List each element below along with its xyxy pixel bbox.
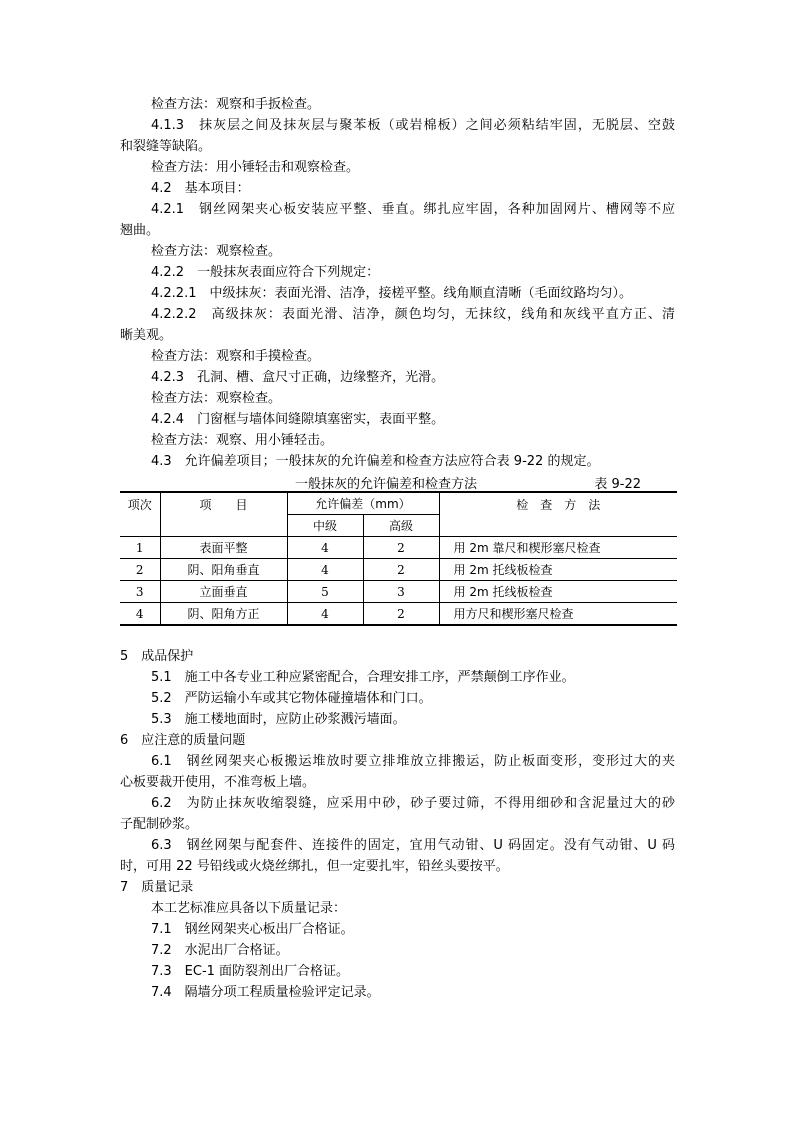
cell-high: 2 xyxy=(363,603,439,626)
cell-method: 用 2m 靠尺和楔形塞尺检查 xyxy=(439,537,677,559)
paragraph-check-method: 检查方法：观察和手扳检查。 xyxy=(151,97,321,112)
cell-index: 2 xyxy=(120,559,160,581)
cell-method: 用方尺和楔形塞尺检查 xyxy=(439,603,677,626)
cell-high: 2 xyxy=(363,537,439,559)
header-medium: 中级 xyxy=(287,515,363,537)
paragraph-4-2-4: 4.2.4 门窗框与墙体间缝隙填塞密实，表面平整。 xyxy=(151,412,445,427)
header-high: 高级 xyxy=(363,515,439,537)
table-caption xyxy=(120,471,677,491)
paragraph-4-2-2-2-cont: 晰美观。 xyxy=(120,328,173,343)
paragraph-7-1: 7.1 钢丝网架夹心板出厂合格证。 xyxy=(151,922,354,937)
table-row xyxy=(120,581,677,603)
cell-index: 4 xyxy=(120,603,160,626)
header-tolerance: 允许偏差（mm） xyxy=(287,492,439,515)
paragraph-6-1: 6.1 钢丝网架夹心板搬运堆放时要立排堆放立排搬运，防止板面变形，变形过大的夹 xyxy=(151,754,675,769)
paragraph-6-3: 6.3 钢丝网架与配套件、连接件的固定，宜用气动钳、U 码固定。没有气动钳、U 码 xyxy=(151,838,675,853)
cell-medium: 4 xyxy=(287,559,363,581)
paragraph-4-2-2: 4.2.2 一般抹灰表面应符合下列规定： xyxy=(151,265,380,280)
paragraph-4-2-1-cont: 翘曲。 xyxy=(120,223,160,238)
paragraph-4-2-3: 4.2.3 孔洞、槽、盒尺寸正确，边缘整齐，光滑。 xyxy=(151,370,445,385)
tolerance-table xyxy=(120,491,677,626)
table-row xyxy=(120,559,677,581)
paragraph-7-intro: 本工艺标准应具备以下质量记录： xyxy=(151,901,347,916)
paragraph-4-1-3: 4.1.3 抹灰层之间及抹灰层与聚苯板（或岩棉板）之间必须粘结牢固，无脱层、空鼓 xyxy=(151,118,675,133)
cell-method: 用 2m 托线板检查 xyxy=(439,581,677,603)
paragraph-4-1-3-cont: 和裂缝等缺陷。 xyxy=(120,139,212,154)
paragraph-6-2: 6.2 为防止抹灰收缩裂缝，应采用中砂，砂子要过筛，不得用细砂和含泥量过大的砂 xyxy=(151,796,675,811)
paragraph-6-2-cont: 子配制砂浆。 xyxy=(120,817,199,832)
paragraph-7-2: 7.2 水泥出厂合格证。 xyxy=(151,943,289,958)
cell-item: 立面垂直 xyxy=(160,581,287,603)
cell-index: 3 xyxy=(120,581,160,603)
cell-method: 用 2m 托线板检查 xyxy=(439,559,677,581)
paragraph-7-4: 7.4 隔墙分项工程质量检验评定记录。 xyxy=(151,985,380,1000)
paragraph-check-method: 检查方法：观察和手摸检查。 xyxy=(151,349,321,364)
table-row xyxy=(120,537,677,559)
heading-4-2: 4.2 基本项目： xyxy=(151,181,250,196)
cell-item: 阴、阳角方正 xyxy=(160,603,287,626)
cell-medium: 4 xyxy=(287,537,363,559)
paragraph-check-method: 检查方法：用小锤轻击和观察检查。 xyxy=(151,160,360,175)
paragraph-check-method: 检查方法：观察检查。 xyxy=(151,244,282,259)
paragraph-5-1: 5.1 施工中各专业工种应紧密配合，合理安排工序，严禁颠倒工序作业。 xyxy=(151,670,575,685)
paragraph-6-1-cont: 心板要裁开使用，不准弯板上墙。 xyxy=(120,775,316,790)
heading-section-7: 7 质量记录 xyxy=(120,880,194,895)
header-method: 检 查 方 法 xyxy=(439,492,677,537)
table-title: 一般抹灰的允许偏差和检查方法 xyxy=(295,477,478,492)
paragraph-6-3-cont: 时，可用 22 号铅线或火烧丝绑扎，但一定要扎牢，铅丝头要按平。 xyxy=(120,859,509,874)
table-number: 表 9-22 xyxy=(594,477,641,492)
table-row xyxy=(120,603,677,626)
paragraph-4-3: 4.3 允许偏差项目；一般抹灰的允许偏差和检查方法应符合表 9-22 的规定。 xyxy=(151,454,600,469)
paragraph-7-3: 7.3 EC-1 面防裂剂出厂合格证。 xyxy=(151,964,350,979)
paragraph-4-2-1: 4.2.1 钢丝网架夹心板安装应平整、垂直。绑扎应牢固，各种加固网片、槽网等不应 xyxy=(151,202,675,217)
cell-medium: 5 xyxy=(287,581,363,603)
header-index: 项次 xyxy=(120,492,160,537)
heading-section-6: 6 应注意的质量问题 xyxy=(120,733,246,748)
cell-high: 2 xyxy=(363,559,439,581)
paragraph-5-2: 5.2 严防运输小车或其它物体碰撞墙体和门口。 xyxy=(151,691,432,706)
paragraph-4-2-2-2: 4.2.2.2 高级抹灰：表面光滑、洁净，颜色均匀，无抹纹，线角和灰线平直方正、清 xyxy=(151,307,675,322)
header-item: 项 目 xyxy=(160,492,287,537)
paragraph-check-method: 检查方法：观察检查。 xyxy=(151,391,282,406)
cell-medium: 4 xyxy=(287,603,363,626)
cell-item: 阴、阳角垂直 xyxy=(160,559,287,581)
table-header-row xyxy=(120,492,677,515)
paragraph-check-method: 检查方法：观察、用小锤轻击。 xyxy=(151,433,334,448)
paragraph-5-3: 5.3 施工楼地面时，应防止砂浆溅污墙面。 xyxy=(151,712,406,727)
heading-section-5: 5 成品保护 xyxy=(120,649,194,664)
cell-item: 表面平整 xyxy=(160,537,287,559)
cell-high: 3 xyxy=(363,581,439,603)
paragraph-4-2-2-1: 4.2.2.1 中级抹灰：表面光滑、洁净，接槎平整。线角顺直清晰（毛面纹路均匀）。 xyxy=(151,286,632,301)
cell-index: 1 xyxy=(120,537,160,559)
